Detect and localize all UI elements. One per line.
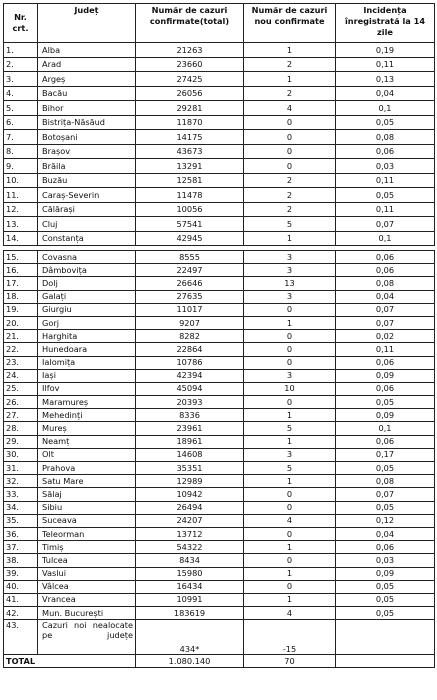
cell-nr: 30. bbox=[4, 448, 38, 461]
table-row bbox=[4, 422, 435, 435]
table-row bbox=[4, 527, 435, 540]
cell-incidence: 0,02 bbox=[336, 330, 435, 343]
cell-judet: Vaslui bbox=[38, 567, 136, 580]
cell-new: 1 bbox=[244, 475, 336, 488]
cell-judet: Mureș bbox=[38, 422, 136, 435]
cell-new: 0 bbox=[244, 527, 336, 540]
cell-total: 42945 bbox=[136, 231, 244, 246]
header-incidence: Incidența înregistrată la 14 zile bbox=[336, 4, 435, 43]
cell-judet: Cluj bbox=[38, 217, 136, 232]
cell-judet: Satu Mare bbox=[38, 475, 136, 488]
cell-incidence: 0,09 bbox=[336, 369, 435, 382]
table-row bbox=[4, 159, 435, 174]
cell-total: 22864 bbox=[136, 343, 244, 356]
table-row bbox=[4, 43, 435, 58]
cell-total: 9207 bbox=[136, 316, 244, 329]
cell-new: 3 bbox=[244, 290, 336, 303]
cell-total: 18961 bbox=[136, 435, 244, 448]
cell-judet: Dâmbovița bbox=[38, 264, 136, 277]
cell-total: 26056 bbox=[136, 86, 244, 101]
cell-incidence: 0,13 bbox=[336, 72, 435, 87]
cell-incidence: 0,09 bbox=[336, 567, 435, 580]
cell-nr: 5. bbox=[4, 101, 38, 116]
cell-total: 14175 bbox=[136, 130, 244, 145]
cell-nr: 22. bbox=[4, 343, 38, 356]
cell-judet: Mun. București bbox=[38, 607, 136, 620]
cell-new: 2 bbox=[244, 86, 336, 101]
cell-nr: 24. bbox=[4, 369, 38, 382]
table-row bbox=[4, 115, 435, 130]
cell-total: 8434 bbox=[136, 554, 244, 567]
cell-new: 0 bbox=[244, 130, 336, 145]
cell-new: 1 bbox=[244, 43, 336, 58]
cell-incidence: 0,06 bbox=[336, 541, 435, 554]
table-row bbox=[4, 290, 435, 303]
table-row bbox=[4, 475, 435, 488]
cell-new: 2 bbox=[244, 173, 336, 188]
cell-nr: 23. bbox=[4, 356, 38, 369]
cell-total: 45094 bbox=[136, 382, 244, 395]
cell-nr: 36. bbox=[4, 527, 38, 540]
table-row bbox=[4, 409, 435, 422]
cell-total: 24207 bbox=[136, 514, 244, 527]
cell-nr: 41. bbox=[4, 593, 38, 606]
cell-incidence: 0,11 bbox=[336, 202, 435, 217]
cell-judet: Buzău bbox=[38, 173, 136, 188]
cell-new: 2 bbox=[244, 188, 336, 203]
table-row-unallocated bbox=[4, 620, 435, 655]
cell-nr: 2. bbox=[4, 57, 38, 72]
cell-nr: 20. bbox=[4, 316, 38, 329]
cell-judet: Covasna bbox=[38, 251, 136, 264]
covid-table-part-1 bbox=[3, 3, 435, 246]
cell-judet: Suceava bbox=[38, 514, 136, 527]
cell-nr: 43. bbox=[4, 620, 38, 655]
cell-incidence: 0,06 bbox=[336, 251, 435, 264]
header-nr: Nr. crt. bbox=[4, 4, 38, 43]
cell-total: 11017 bbox=[136, 303, 244, 316]
cell-total: 12581 bbox=[136, 173, 244, 188]
cell-total: 29281 bbox=[136, 101, 244, 116]
cell-judet: Iași bbox=[38, 369, 136, 382]
cell-judet: Arad bbox=[38, 57, 136, 72]
cell-judet: Bihor bbox=[38, 101, 136, 116]
cell-new: 1 bbox=[244, 409, 336, 422]
cell-judet: Harghita bbox=[38, 330, 136, 343]
cell-new: 1 bbox=[244, 231, 336, 246]
table-row bbox=[4, 448, 435, 461]
cell-nr: 1. bbox=[4, 43, 38, 58]
cell-nr: 12. bbox=[4, 202, 38, 217]
cell-judet: Brăila bbox=[38, 159, 136, 174]
header-new: Număr de cazuri nou confirmate bbox=[244, 4, 336, 43]
unallocated-label: Cazuri noi nealocate pe județe bbox=[42, 620, 133, 641]
cell-judet: Alba bbox=[38, 43, 136, 58]
table-row bbox=[4, 251, 435, 264]
cell-incidence: 0,06 bbox=[336, 144, 435, 159]
cell-total: 27635 bbox=[136, 290, 244, 303]
cell-judet: Maramureș bbox=[38, 396, 136, 409]
table-row bbox=[4, 607, 435, 620]
cell-incidence: 0,11 bbox=[336, 173, 435, 188]
cell-incidence: 0,05 bbox=[336, 501, 435, 514]
total-new: 70 bbox=[244, 655, 336, 668]
cell-incidence: 0,07 bbox=[336, 217, 435, 232]
cell-total: 8282 bbox=[136, 330, 244, 343]
cell-new: 0 bbox=[244, 501, 336, 514]
cell-incidence: 0,07 bbox=[336, 316, 435, 329]
cell-incidence: 0,05 bbox=[336, 462, 435, 475]
table-row bbox=[4, 382, 435, 395]
cell-new: 13 bbox=[244, 277, 336, 290]
cell-nr: 6. bbox=[4, 115, 38, 130]
table-row bbox=[4, 264, 435, 277]
cell-incidence: 0,06 bbox=[336, 356, 435, 369]
cell-judet: Sălaj bbox=[38, 488, 136, 501]
cell-incidence: 0,05 bbox=[336, 396, 435, 409]
table-row bbox=[4, 277, 435, 290]
cell-new: 2 bbox=[244, 202, 336, 217]
cell-incidence: 0,11 bbox=[336, 343, 435, 356]
cell-new: 0 bbox=[244, 554, 336, 567]
cell-nr: 31. bbox=[4, 462, 38, 475]
cell-total: 8555 bbox=[136, 251, 244, 264]
header-judet: Județ bbox=[38, 4, 136, 43]
cell-nr: 9. bbox=[4, 159, 38, 174]
table-row bbox=[4, 316, 435, 329]
cell-new: 10 bbox=[244, 382, 336, 395]
table-row bbox=[4, 593, 435, 606]
covid-table-part-2 bbox=[3, 250, 435, 668]
table-row bbox=[4, 462, 435, 475]
cell-nr: 27. bbox=[4, 409, 38, 422]
table-row bbox=[4, 72, 435, 87]
table-row-total bbox=[4, 655, 435, 668]
cell-incidence: 0,05 bbox=[336, 188, 435, 203]
header-total: Număr de cazuri confirmate(total) bbox=[136, 4, 244, 43]
cell-judet: Brașov bbox=[38, 144, 136, 159]
cell-nr: 10. bbox=[4, 173, 38, 188]
cell-nr: 33. bbox=[4, 488, 38, 501]
cell-judet: Bistrița-Năsăud bbox=[38, 115, 136, 130]
cell-total: 11870 bbox=[136, 115, 244, 130]
cell-judet: Ialomița bbox=[38, 356, 136, 369]
cell-new: 0 bbox=[244, 580, 336, 593]
cell-total: 10056 bbox=[136, 202, 244, 217]
cell-new: 0 bbox=[244, 343, 336, 356]
cell-new: 0 bbox=[244, 330, 336, 343]
table-row bbox=[4, 57, 435, 72]
cell-nr: 7. bbox=[4, 130, 38, 145]
cell-judet: Hunedoara bbox=[38, 343, 136, 356]
cell-judet: Dolj bbox=[38, 277, 136, 290]
cell-nr: 40. bbox=[4, 580, 38, 593]
cell-nr: 25. bbox=[4, 382, 38, 395]
cell-judet: Giurgiu bbox=[38, 303, 136, 316]
cell-new: 1 bbox=[244, 435, 336, 448]
cell-nr: 18. bbox=[4, 290, 38, 303]
cell-new: 1 bbox=[244, 567, 336, 580]
table-row bbox=[4, 396, 435, 409]
cell-nr: 21. bbox=[4, 330, 38, 343]
cell-total: 23660 bbox=[136, 57, 244, 72]
cell-new: 0 bbox=[244, 159, 336, 174]
cell-total: 183619 bbox=[136, 607, 244, 620]
table-row bbox=[4, 188, 435, 203]
cell-incidence: 0,04 bbox=[336, 290, 435, 303]
cell-incidence: 0,06 bbox=[336, 382, 435, 395]
cell-new: 0 bbox=[244, 356, 336, 369]
cell-total: 21263 bbox=[136, 43, 244, 58]
cell-incidence: 0,1 bbox=[336, 101, 435, 116]
table-row bbox=[4, 144, 435, 159]
cell-new: -15 bbox=[244, 620, 336, 655]
cell-nr: 38. bbox=[4, 554, 38, 567]
cell-new: 4 bbox=[244, 101, 336, 116]
cell-nr: 17. bbox=[4, 277, 38, 290]
cell-nr: 14. bbox=[4, 231, 38, 246]
cell-new: 4 bbox=[244, 607, 336, 620]
table-row bbox=[4, 541, 435, 554]
cell-new: 2 bbox=[244, 57, 336, 72]
cell-incidence: 0,03 bbox=[336, 159, 435, 174]
cell-incidence: 0,12 bbox=[336, 514, 435, 527]
cell-new: 1 bbox=[244, 316, 336, 329]
table-row bbox=[4, 567, 435, 580]
cell-judet: Olt bbox=[38, 448, 136, 461]
cell-total: 26646 bbox=[136, 277, 244, 290]
cell-new: 4 bbox=[244, 514, 336, 527]
cell-incidence: 0,08 bbox=[336, 277, 435, 290]
cell-judet: Mehedinți bbox=[38, 409, 136, 422]
table-row bbox=[4, 501, 435, 514]
cell-incidence: 0,1 bbox=[336, 231, 435, 246]
cell-incidence bbox=[336, 620, 435, 655]
cell-new: 3 bbox=[244, 448, 336, 461]
cell-new: 3 bbox=[244, 369, 336, 382]
cell-incidence: 0,05 bbox=[336, 607, 435, 620]
cell-new: 0 bbox=[244, 396, 336, 409]
table-row bbox=[4, 554, 435, 567]
cell-nr: 42. bbox=[4, 607, 38, 620]
cell-judet: Galați bbox=[38, 290, 136, 303]
cell-incidence: 0,07 bbox=[336, 303, 435, 316]
cell-incidence: 0,08 bbox=[336, 130, 435, 145]
cell-nr: 3. bbox=[4, 72, 38, 87]
cell-total: 12989 bbox=[136, 475, 244, 488]
cell-nr: 32. bbox=[4, 475, 38, 488]
cell-total: 8336 bbox=[136, 409, 244, 422]
cell-incidence: 0,06 bbox=[336, 264, 435, 277]
cell-incidence: 0,09 bbox=[336, 409, 435, 422]
total-label: TOTAL bbox=[4, 655, 136, 668]
cell-nr: 35. bbox=[4, 514, 38, 527]
cell-new: 1 bbox=[244, 541, 336, 554]
cell-new: 5 bbox=[244, 462, 336, 475]
cell-nr: 13. bbox=[4, 217, 38, 232]
cell-judet: Caraș-Severin bbox=[38, 188, 136, 203]
cell-total: 11478 bbox=[136, 188, 244, 203]
cell-total: 35351 bbox=[136, 462, 244, 475]
cell-incidence: 0,08 bbox=[336, 475, 435, 488]
cell-incidence: 0,17 bbox=[336, 448, 435, 461]
cell-incidence: 0,03 bbox=[336, 554, 435, 567]
cell-total: 57541 bbox=[136, 217, 244, 232]
cell-judet: Argeș bbox=[38, 72, 136, 87]
cell-nr: 28. bbox=[4, 422, 38, 435]
cell-new: 0 bbox=[244, 115, 336, 130]
total-incidence bbox=[336, 655, 435, 668]
cell-total: 10942 bbox=[136, 488, 244, 501]
cell-judet: Vâlcea bbox=[38, 580, 136, 593]
cell-new: 5 bbox=[244, 422, 336, 435]
cell-nr: 16. bbox=[4, 264, 38, 277]
cell-total: 10786 bbox=[136, 356, 244, 369]
cell-total: 26494 bbox=[136, 501, 244, 514]
cell-judet: Tulcea bbox=[38, 554, 136, 567]
cell-nr: 34. bbox=[4, 501, 38, 514]
cell-total: 16434 bbox=[136, 580, 244, 593]
cell-new: 0 bbox=[244, 488, 336, 501]
table-row bbox=[4, 217, 435, 232]
cell-judet bbox=[38, 620, 136, 655]
table-row bbox=[4, 580, 435, 593]
cell-total: 15980 bbox=[136, 567, 244, 580]
table-row bbox=[4, 435, 435, 448]
total-cases: 1.080.140 bbox=[136, 655, 244, 668]
cell-total: 20393 bbox=[136, 396, 244, 409]
cell-judet: Bacău bbox=[38, 86, 136, 101]
cell-new: 0 bbox=[244, 303, 336, 316]
cell-judet: Gorj bbox=[38, 316, 136, 329]
cell-total: 27425 bbox=[136, 72, 244, 87]
cell-total: 10991 bbox=[136, 593, 244, 606]
cell-judet: Botoșani bbox=[38, 130, 136, 145]
cell-judet: Neamț bbox=[38, 435, 136, 448]
table-row bbox=[4, 488, 435, 501]
cell-nr: 19. bbox=[4, 303, 38, 316]
cell-nr: 39. bbox=[4, 567, 38, 580]
table-row bbox=[4, 303, 435, 316]
cell-judet: Călărași bbox=[38, 202, 136, 217]
table-row bbox=[4, 173, 435, 188]
table-row bbox=[4, 130, 435, 145]
cell-nr: 8. bbox=[4, 144, 38, 159]
cell-judet: Teleorman bbox=[38, 527, 136, 540]
cell-total: 434* bbox=[136, 620, 244, 655]
cell-new: 0 bbox=[244, 144, 336, 159]
table-row bbox=[4, 101, 435, 116]
cell-total: 43673 bbox=[136, 144, 244, 159]
table-row bbox=[4, 86, 435, 101]
table-row bbox=[4, 231, 435, 246]
cell-new: 5 bbox=[244, 217, 336, 232]
cell-nr: 26. bbox=[4, 396, 38, 409]
cell-total: 13712 bbox=[136, 527, 244, 540]
cell-judet: Sibiu bbox=[38, 501, 136, 514]
cell-nr: 15. bbox=[4, 251, 38, 264]
table-row bbox=[4, 202, 435, 217]
cell-incidence: 0,05 bbox=[336, 580, 435, 593]
cell-total: 13291 bbox=[136, 159, 244, 174]
cell-new: 3 bbox=[244, 251, 336, 264]
cell-judet: Timiș bbox=[38, 541, 136, 554]
cell-nr: 11. bbox=[4, 188, 38, 203]
table-row bbox=[4, 356, 435, 369]
cell-incidence: 0,19 bbox=[336, 43, 435, 58]
table-row bbox=[4, 514, 435, 527]
cell-incidence: 0,04 bbox=[336, 527, 435, 540]
cell-judet: Ilfov bbox=[38, 382, 136, 395]
cell-nr: 4. bbox=[4, 86, 38, 101]
cell-incidence: 0,04 bbox=[336, 86, 435, 101]
cell-incidence: 0,05 bbox=[336, 593, 435, 606]
cell-incidence: 0,06 bbox=[336, 435, 435, 448]
cell-new: 3 bbox=[244, 264, 336, 277]
cell-judet: Vrancea bbox=[38, 593, 136, 606]
cell-judet: Constanța bbox=[38, 231, 136, 246]
cell-incidence: 0,05 bbox=[336, 115, 435, 130]
cell-total: 23961 bbox=[136, 422, 244, 435]
cell-new: 1 bbox=[244, 72, 336, 87]
cell-incidence: 0,11 bbox=[336, 57, 435, 72]
cell-incidence: 0,1 bbox=[336, 422, 435, 435]
cell-nr: 37. bbox=[4, 541, 38, 554]
cell-incidence: 0,07 bbox=[336, 488, 435, 501]
cell-nr: 29. bbox=[4, 435, 38, 448]
cell-total: 42394 bbox=[136, 369, 244, 382]
table-row bbox=[4, 369, 435, 382]
table-row bbox=[4, 330, 435, 343]
table-row bbox=[4, 343, 435, 356]
cell-judet: Prahova bbox=[38, 462, 136, 475]
cell-total: 54322 bbox=[136, 541, 244, 554]
cell-new: 1 bbox=[244, 593, 336, 606]
cell-total: 22497 bbox=[136, 264, 244, 277]
cell-total: 14608 bbox=[136, 448, 244, 461]
